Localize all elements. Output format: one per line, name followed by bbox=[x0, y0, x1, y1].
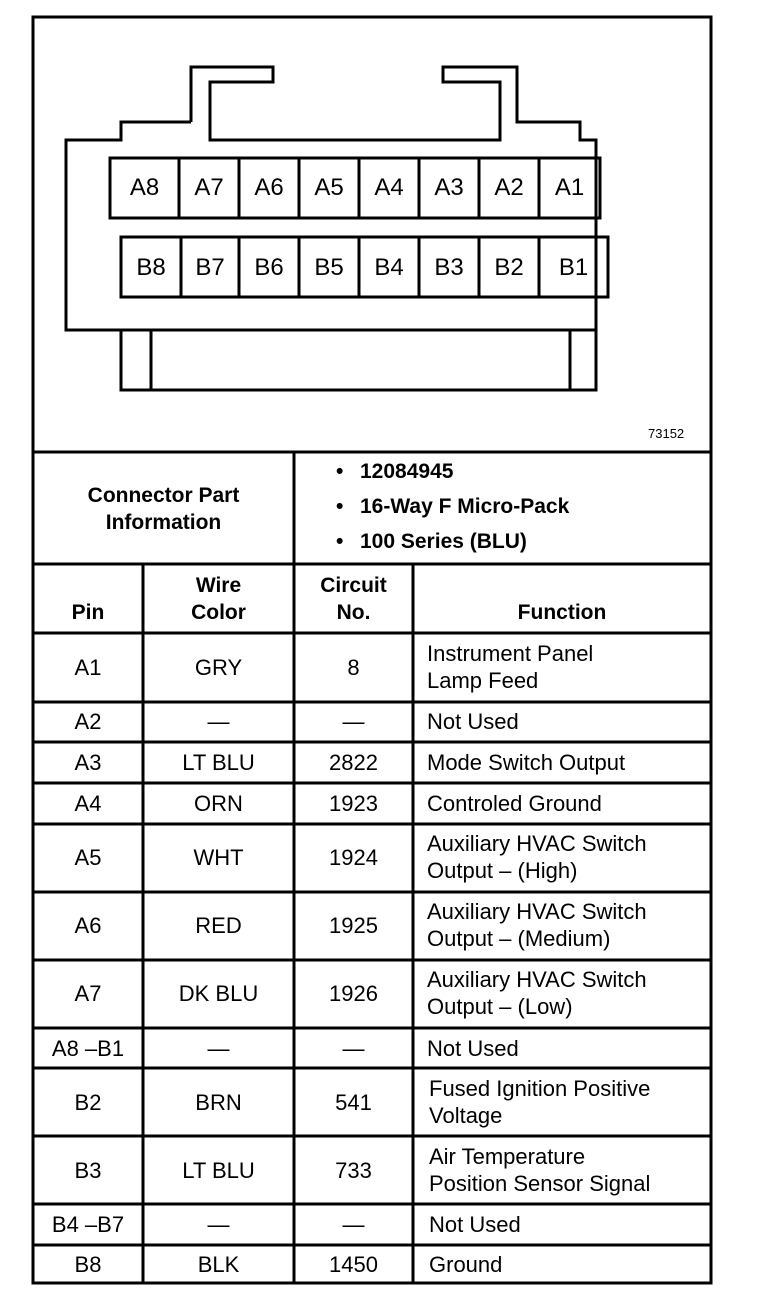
pin-label-a3: A3 bbox=[434, 174, 464, 201]
table-row-pin: A2 bbox=[74, 709, 102, 734]
table-row-color: — bbox=[207, 1212, 230, 1237]
pin-label-b2: B2 bbox=[494, 254, 524, 281]
table-row-color: ORN bbox=[194, 791, 243, 816]
table-row-color: BLK bbox=[197, 1252, 240, 1277]
table-row-color: — bbox=[207, 1036, 230, 1061]
table-row-circuit: — bbox=[342, 709, 365, 734]
table-row-color: LT BLU bbox=[182, 750, 255, 775]
table-row-function: Auxiliary HVAC Switch bbox=[427, 899, 647, 924]
part-info-label-line1: Connector Part bbox=[87, 484, 240, 507]
table-row-function: Lamp Feed bbox=[427, 668, 539, 693]
header-circuit-line2: No. bbox=[336, 601, 371, 624]
table-row-function: Voltage bbox=[429, 1103, 503, 1128]
table-row-pin: A4 bbox=[74, 791, 102, 816]
table-row-color: — bbox=[207, 709, 230, 734]
header-wire-color-line1: Wire bbox=[195, 574, 242, 597]
series-bullet: • 100 Series (BLU) bbox=[336, 529, 527, 555]
table-row-function: Controled Ground bbox=[427, 791, 602, 816]
table-row-circuit: 1924 bbox=[329, 845, 378, 870]
header-function: Function bbox=[517, 601, 607, 624]
table-row-function: Not Used bbox=[429, 1212, 521, 1237]
table-row-function: Not Used bbox=[427, 1036, 519, 1061]
pin-label-b6: B6 bbox=[254, 254, 284, 281]
table-row-function: Auxiliary HVAC Switch bbox=[427, 967, 647, 992]
pin-label-a7: A7 bbox=[194, 174, 224, 201]
table-row-pin: B8 bbox=[74, 1252, 102, 1277]
table-row-pin: A8 –B1 bbox=[51, 1036, 125, 1061]
table-row-circuit: 1926 bbox=[329, 981, 378, 1006]
table-row-color: LT BLU bbox=[182, 1158, 255, 1183]
table-row-pin: B2 bbox=[74, 1090, 102, 1115]
pin-label-b8: B8 bbox=[136, 254, 166, 281]
header-wire-color-line2: Color bbox=[191, 601, 246, 624]
pin-label-a5: A5 bbox=[314, 174, 344, 201]
table-row-pin: A6 bbox=[74, 913, 102, 938]
table-row-circuit: 8 bbox=[347, 655, 360, 680]
figure-code: 73152 bbox=[648, 426, 685, 441]
table-row-circuit: 733 bbox=[335, 1158, 372, 1183]
table-row-circuit: 1923 bbox=[329, 791, 378, 816]
table-row-pin: B4 –B7 bbox=[51, 1212, 125, 1237]
table-row-circuit: 2822 bbox=[329, 750, 378, 775]
pin-label-b1: B1 bbox=[558, 254, 589, 281]
table-row-function: Mode Switch Output bbox=[427, 750, 626, 775]
table-row-color: GRY bbox=[194, 655, 243, 680]
pin-label-a6: A6 bbox=[254, 174, 284, 201]
table-row-function: Air Temperature bbox=[429, 1144, 586, 1169]
pin-label-b3: B3 bbox=[434, 254, 464, 281]
header-pin: Pin bbox=[71, 601, 105, 624]
table-row-function: Output – (Medium) bbox=[427, 926, 611, 951]
table-row-pin: B3 bbox=[74, 1158, 102, 1183]
table-row-circuit: 541 bbox=[335, 1090, 372, 1115]
pin-label-a8: A8 bbox=[129, 174, 160, 201]
table-row-function: Position Sensor Signal bbox=[429, 1171, 651, 1196]
table-row-pin: A1 bbox=[74, 655, 102, 680]
table-row-function: Not Used bbox=[427, 709, 519, 734]
pin-label-b7: B7 bbox=[195, 254, 225, 281]
pin-label-b5: B5 bbox=[314, 254, 344, 281]
table-row-color: WHT bbox=[193, 845, 244, 870]
table-row-pin: A5 bbox=[74, 845, 102, 870]
table-row-function: Ground bbox=[429, 1252, 503, 1277]
table-row-function: Auxiliary HVAC Switch bbox=[427, 831, 647, 856]
table-row-circuit: — bbox=[342, 1212, 365, 1237]
pin-label-a4: A4 bbox=[374, 174, 404, 201]
table-row-pin: A3 bbox=[74, 750, 102, 775]
connector-type-bullet: • 16-Way F Micro-Pack bbox=[336, 494, 569, 520]
table-row-pin: A7 bbox=[74, 981, 102, 1006]
table-row-function: Fused Ignition Positive bbox=[429, 1076, 651, 1101]
table-row-color: DK BLU bbox=[178, 981, 259, 1006]
table-row-function: Output – (Low) bbox=[427, 994, 573, 1019]
table-row-function: Output – (High) bbox=[427, 858, 578, 883]
pin-label-a1: A1 bbox=[554, 174, 585, 201]
table-row-function: Instrument Panel bbox=[427, 641, 594, 666]
pin-label-b4: B4 bbox=[374, 254, 404, 281]
pin-label-a2: A2 bbox=[494, 174, 524, 201]
table-row-color: BRN bbox=[195, 1090, 242, 1115]
header-circuit-line1: Circuit bbox=[320, 574, 387, 597]
table-row-circuit: 1925 bbox=[329, 913, 378, 938]
table-row-color: RED bbox=[195, 913, 242, 938]
connector-foot bbox=[121, 330, 596, 390]
part-info-label-line2: Information bbox=[105, 511, 222, 534]
part-number-bullet: • 12084945 bbox=[336, 459, 453, 485]
table-row-circuit: — bbox=[342, 1036, 365, 1061]
table-row-circuit: 1450 bbox=[329, 1252, 378, 1277]
